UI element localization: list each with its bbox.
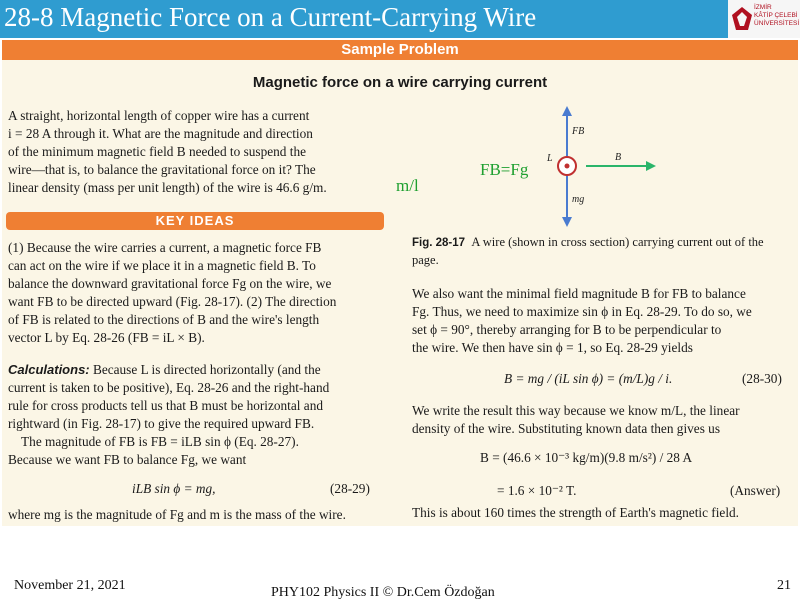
mg-arrowhead-icon	[562, 217, 572, 227]
closing-line: This is about 160 times the strength of Earth's magnetic field.	[412, 505, 739, 520]
equation-28-29: iLB sin ϕ = mg,	[132, 481, 216, 496]
b-label: B	[615, 152, 622, 163]
text-line: can act on the wire if we place it in a magnetic field B. To	[8, 258, 316, 273]
sample-problem-band	[2, 40, 798, 60]
sample-problem-label: Sample Problem	[341, 41, 459, 58]
key-ideas-band	[6, 212, 384, 230]
figure-label: Fig. 28-17	[412, 237, 466, 249]
text-line: current is taken to be positive), Eq. 28-26 and the right-hand	[8, 380, 330, 395]
text-line: set ϕ = 90°, thereby arranging for B to be perpendicular to	[412, 322, 722, 337]
text-line: density of the wire. Substituting known data then gives us	[412, 421, 721, 436]
text-line: Because L is directed horizontally (and the	[89, 362, 321, 377]
text-line: We write the result this way because we know m/L, the linear	[412, 403, 740, 418]
text-line: the wire. We then have sin ϕ = 1, so Eq. 28-29 yields	[412, 340, 693, 355]
logo-text: İZMİR KÂTİP ÇELEBİ ÜNİVERSİTESİ	[754, 4, 800, 27]
answer-label: (Answer)	[730, 483, 781, 498]
text-line: Fg. Thus, we need to maximize sin ϕ in Eq. 28-29. To do so, we	[412, 304, 752, 319]
where-line: where mg is the magnitude of Fg and m is the mass of the wire.	[8, 507, 346, 522]
text-line: (1) Because the wire carries a current, a magnetic force FB	[8, 240, 322, 255]
right-paragraph	[412, 285, 752, 357]
footer-course: PHY102 Physics II © Dr.Cem Özdoğan	[271, 585, 495, 600]
calculations-label: Calculations:	[8, 362, 90, 377]
footer-date: November 21, 2021	[14, 578, 126, 593]
calculations-paragraph	[8, 361, 329, 469]
title-bar	[0, 0, 728, 38]
text-line: rightward (in Fig. 28-17) to give the required upward FB.	[8, 416, 315, 431]
page-number: 21	[777, 578, 791, 593]
right-paragraph-2	[412, 402, 740, 438]
text-line: balance the downward gravitational force Fg on the wire, we	[8, 276, 332, 291]
text-line: The magnitude of FB is FB = iLB sin ϕ (Eq. 28-27).	[8, 434, 299, 449]
university-logo	[728, 0, 800, 38]
equation-number: (28-29)	[330, 481, 370, 496]
text-line: A straight, horizontal length of copper wire has a current	[8, 108, 310, 123]
text-line: of the minimum magnetic field B needed to suspend the	[8, 144, 307, 159]
equation-28-30: B = mg / (iL sin ϕ) = (m/L)g / i.	[504, 371, 673, 386]
current-out-dot-icon	[565, 164, 570, 169]
l-label: L	[547, 153, 553, 164]
logo-emblem-icon	[731, 6, 753, 32]
key-ideas-paragraph	[8, 239, 336, 347]
b-arrowhead-icon	[646, 161, 656, 171]
figure-caption	[412, 234, 790, 269]
intro-paragraph	[8, 107, 327, 197]
text-line: rule for cross products tell us that B must be horizontal and	[8, 398, 323, 413]
text-line: of FB is related to the directions of B and the wire's length	[8, 312, 320, 327]
substitution-equation: B = (46.6 × 10⁻³ kg/m)(9.8 m/s²) / 28 A	[480, 450, 693, 465]
annotation-unit: m/l	[396, 176, 419, 195]
figure-28-17	[520, 104, 680, 234]
fb-arrowhead-icon	[562, 106, 572, 116]
text-line: vector L by Eq. 28-26 (FB = iL × B).	[8, 330, 205, 345]
text-line: linear density (mass per unit length) of the wire is 46.6 g/m.	[8, 180, 327, 195]
text-line: want FB to be directed upward (Fig. 28-17). (2) The direction	[8, 294, 337, 309]
figure-caption-text: A wire (shown in cross section) carrying current out of the page.	[412, 235, 764, 267]
equation-number: (28-30)	[742, 371, 782, 386]
slide-title: 28-8 Magnetic Force on a Current-Carrying Wire	[4, 2, 537, 32]
annotation-equation: FB=Fg	[480, 160, 529, 179]
key-ideas-label: KEY IDEAS	[155, 213, 235, 228]
mg-label: mg	[572, 194, 585, 205]
problem-heading: Magnetic force on a wire carrying current	[252, 74, 548, 91]
result-equation: = 1.6 × 10⁻² T.	[497, 483, 577, 498]
text-line: wire—that is, to balance the gravitational force on it? The	[8, 162, 316, 177]
fb-label: FB	[572, 126, 585, 137]
text-line: i = 28 A through it. What are the magnitude and direction	[8, 126, 313, 141]
text-line: Because we want FB to balance Fg, we want	[8, 452, 247, 467]
text-line: We also want the minimal field magnitude B for FB to balance	[412, 286, 746, 301]
